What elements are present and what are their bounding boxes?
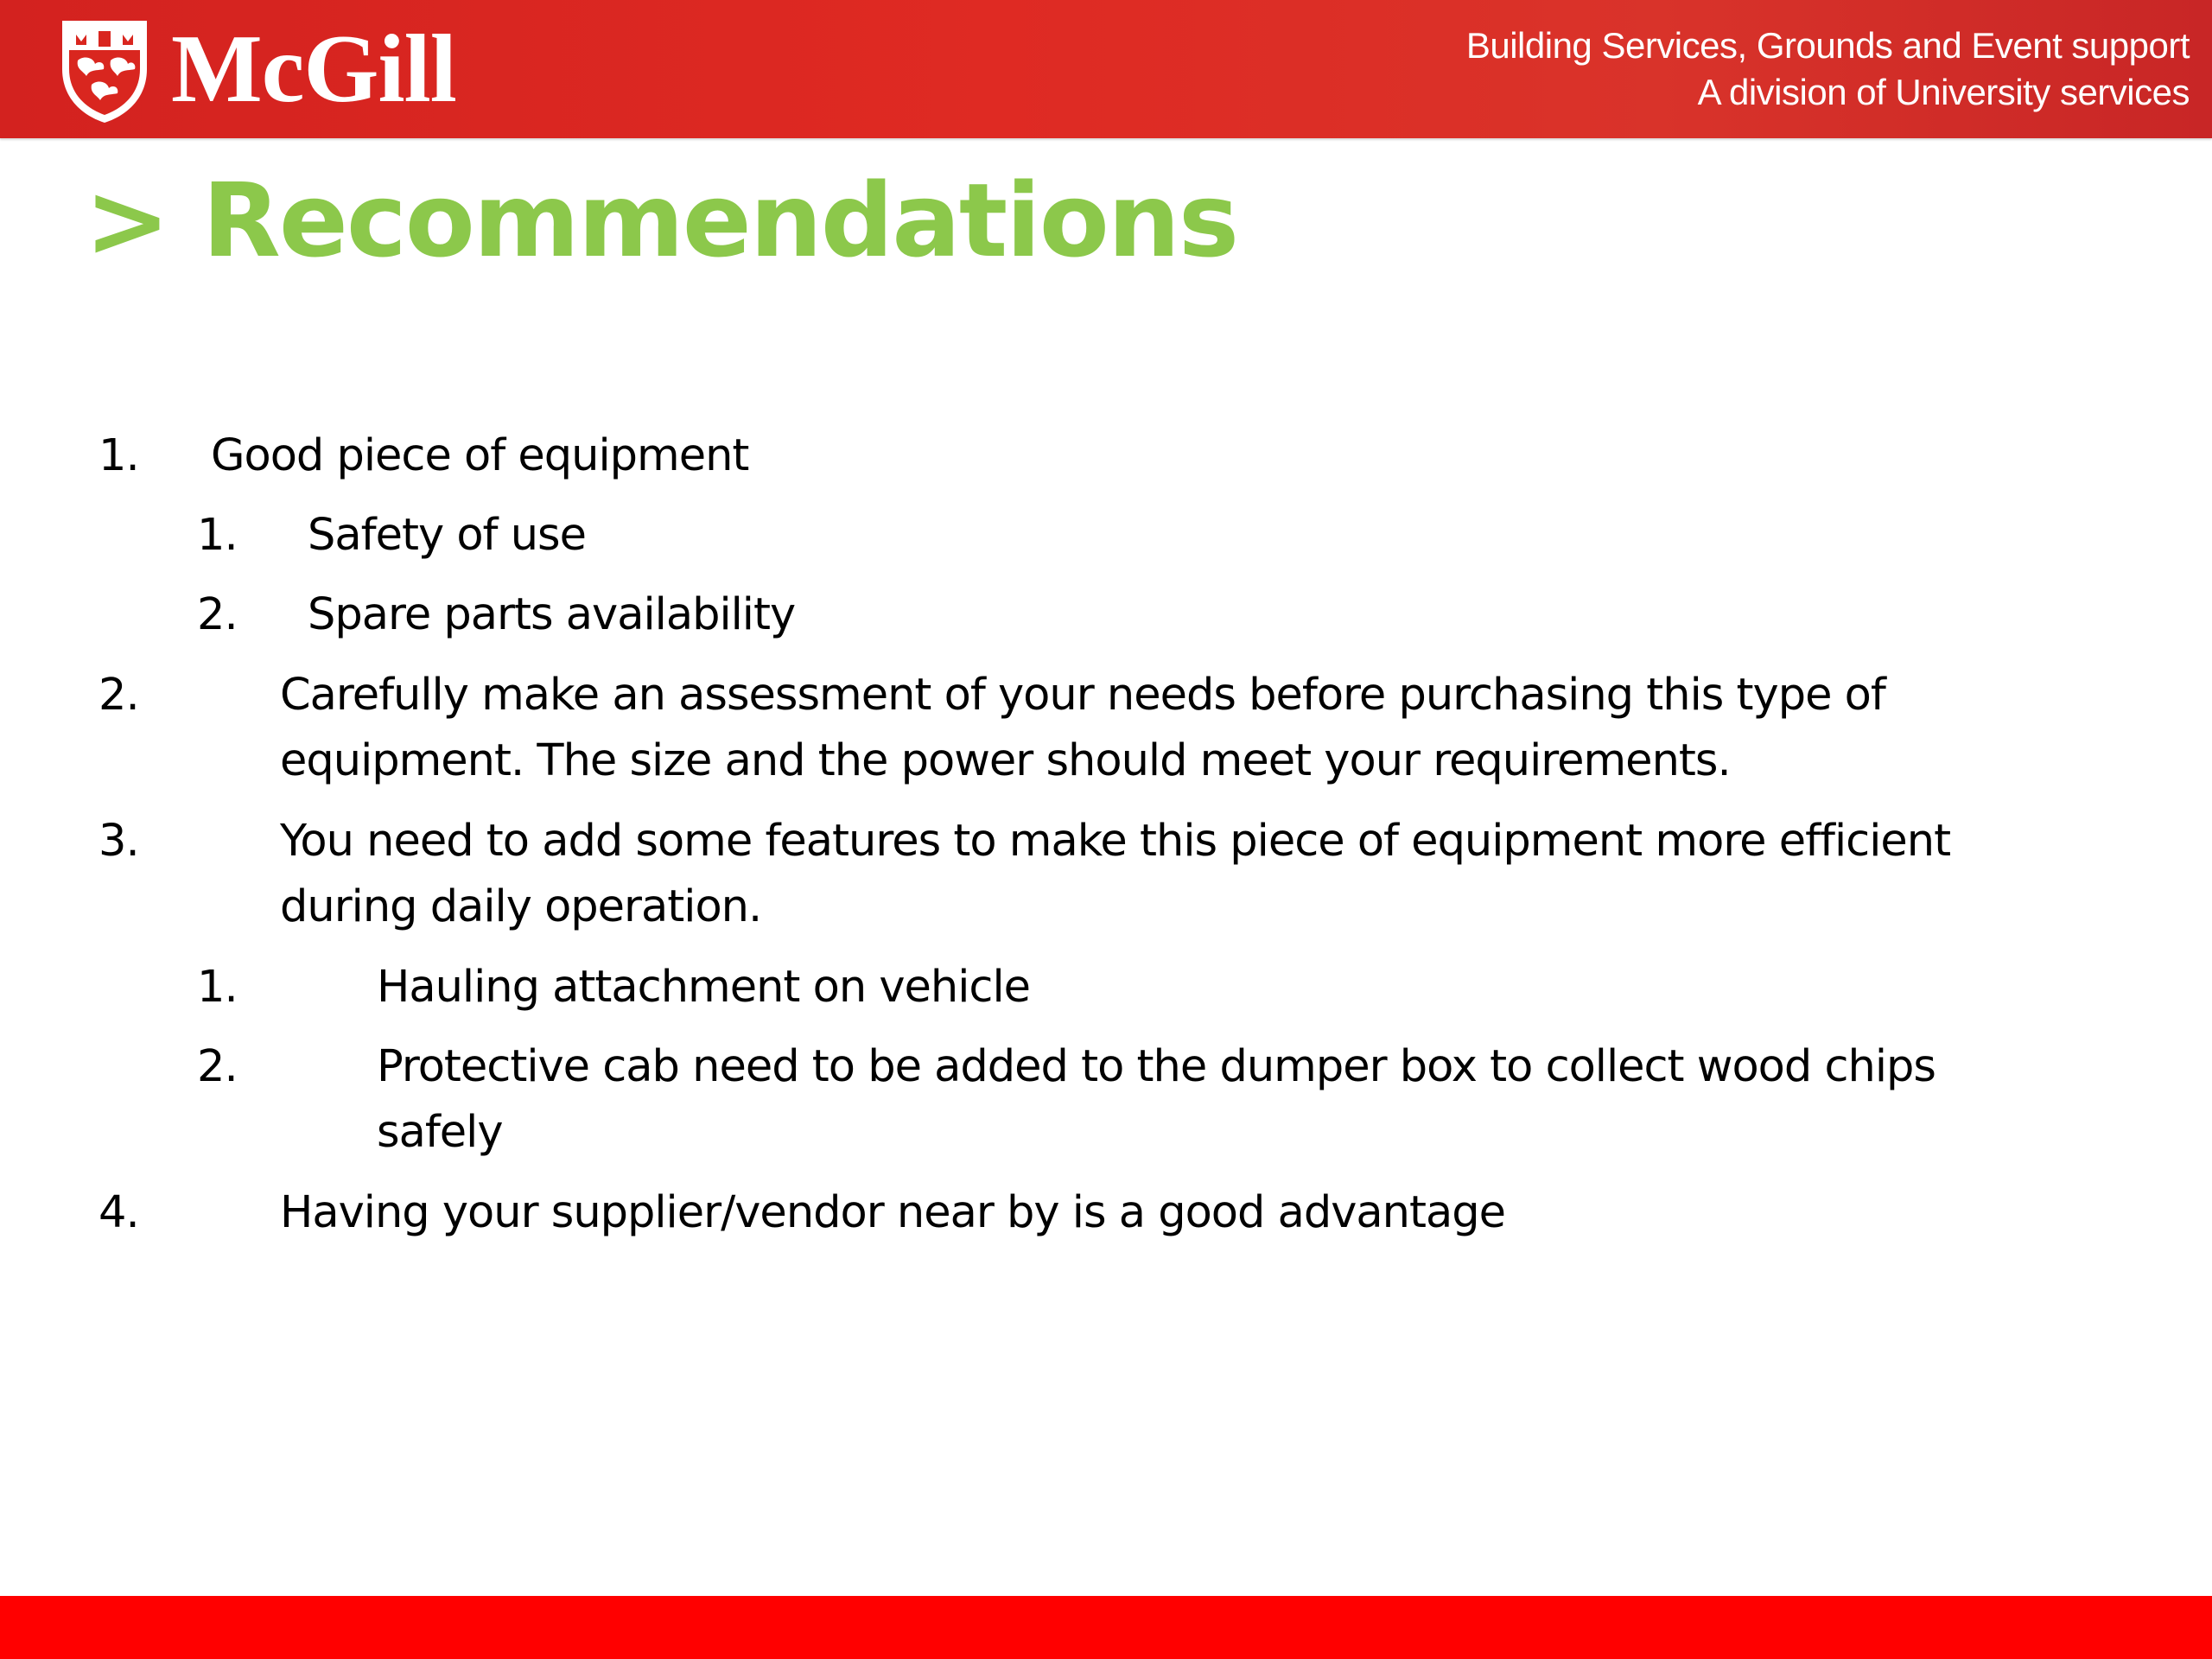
page-title: > Recommendations (85, 161, 1238, 280)
list-item-text: during daily operation. (280, 881, 762, 932)
header-tagline (1466, 22, 2190, 116)
header-bar (0, 0, 2212, 138)
list-item-number: 1. (197, 510, 238, 561)
list-item-number: 2. (99, 670, 139, 721)
list-item-text: You need to add some features to make this piece of equipment more efficient (280, 816, 1951, 867)
list-item-text: Protective cab need to be added to the dumper box to collect wood chips (377, 1041, 1936, 1092)
list-item-number: 1. (99, 430, 139, 481)
list-item-text: Hauling attachment on vehicle (377, 962, 1030, 1013)
list-item-text: Safety of use (308, 510, 586, 561)
tagline-line-2: A division of University services (1697, 72, 2190, 112)
footer-bar (0, 1596, 2212, 1659)
list-item-number: 1. (197, 962, 238, 1013)
list-item-text: Spare parts availability (308, 589, 796, 640)
list-item-text: safely (377, 1107, 503, 1158)
list-item-number: 4. (99, 1187, 139, 1238)
list-item-text: equipment. The size and the power should meet your requirements. (280, 735, 1731, 786)
list-item-text: Good piece of equipment (211, 430, 749, 481)
mcgill-crest-icon (57, 16, 152, 126)
list-item-number: 3. (99, 816, 139, 867)
mcgill-wordmark: McGill (171, 16, 456, 123)
list-item-text: Having your supplier/vendor near by is a good advantage (280, 1187, 1505, 1238)
tagline-line-1: Building Services, Grounds and Event support (1465, 25, 2190, 66)
list-item-text: Carefully make an assessment of your needs before purchasing this type of (280, 670, 1885, 721)
list-item-number: 2. (197, 589, 238, 640)
list-item-number: 2. (197, 1041, 238, 1092)
